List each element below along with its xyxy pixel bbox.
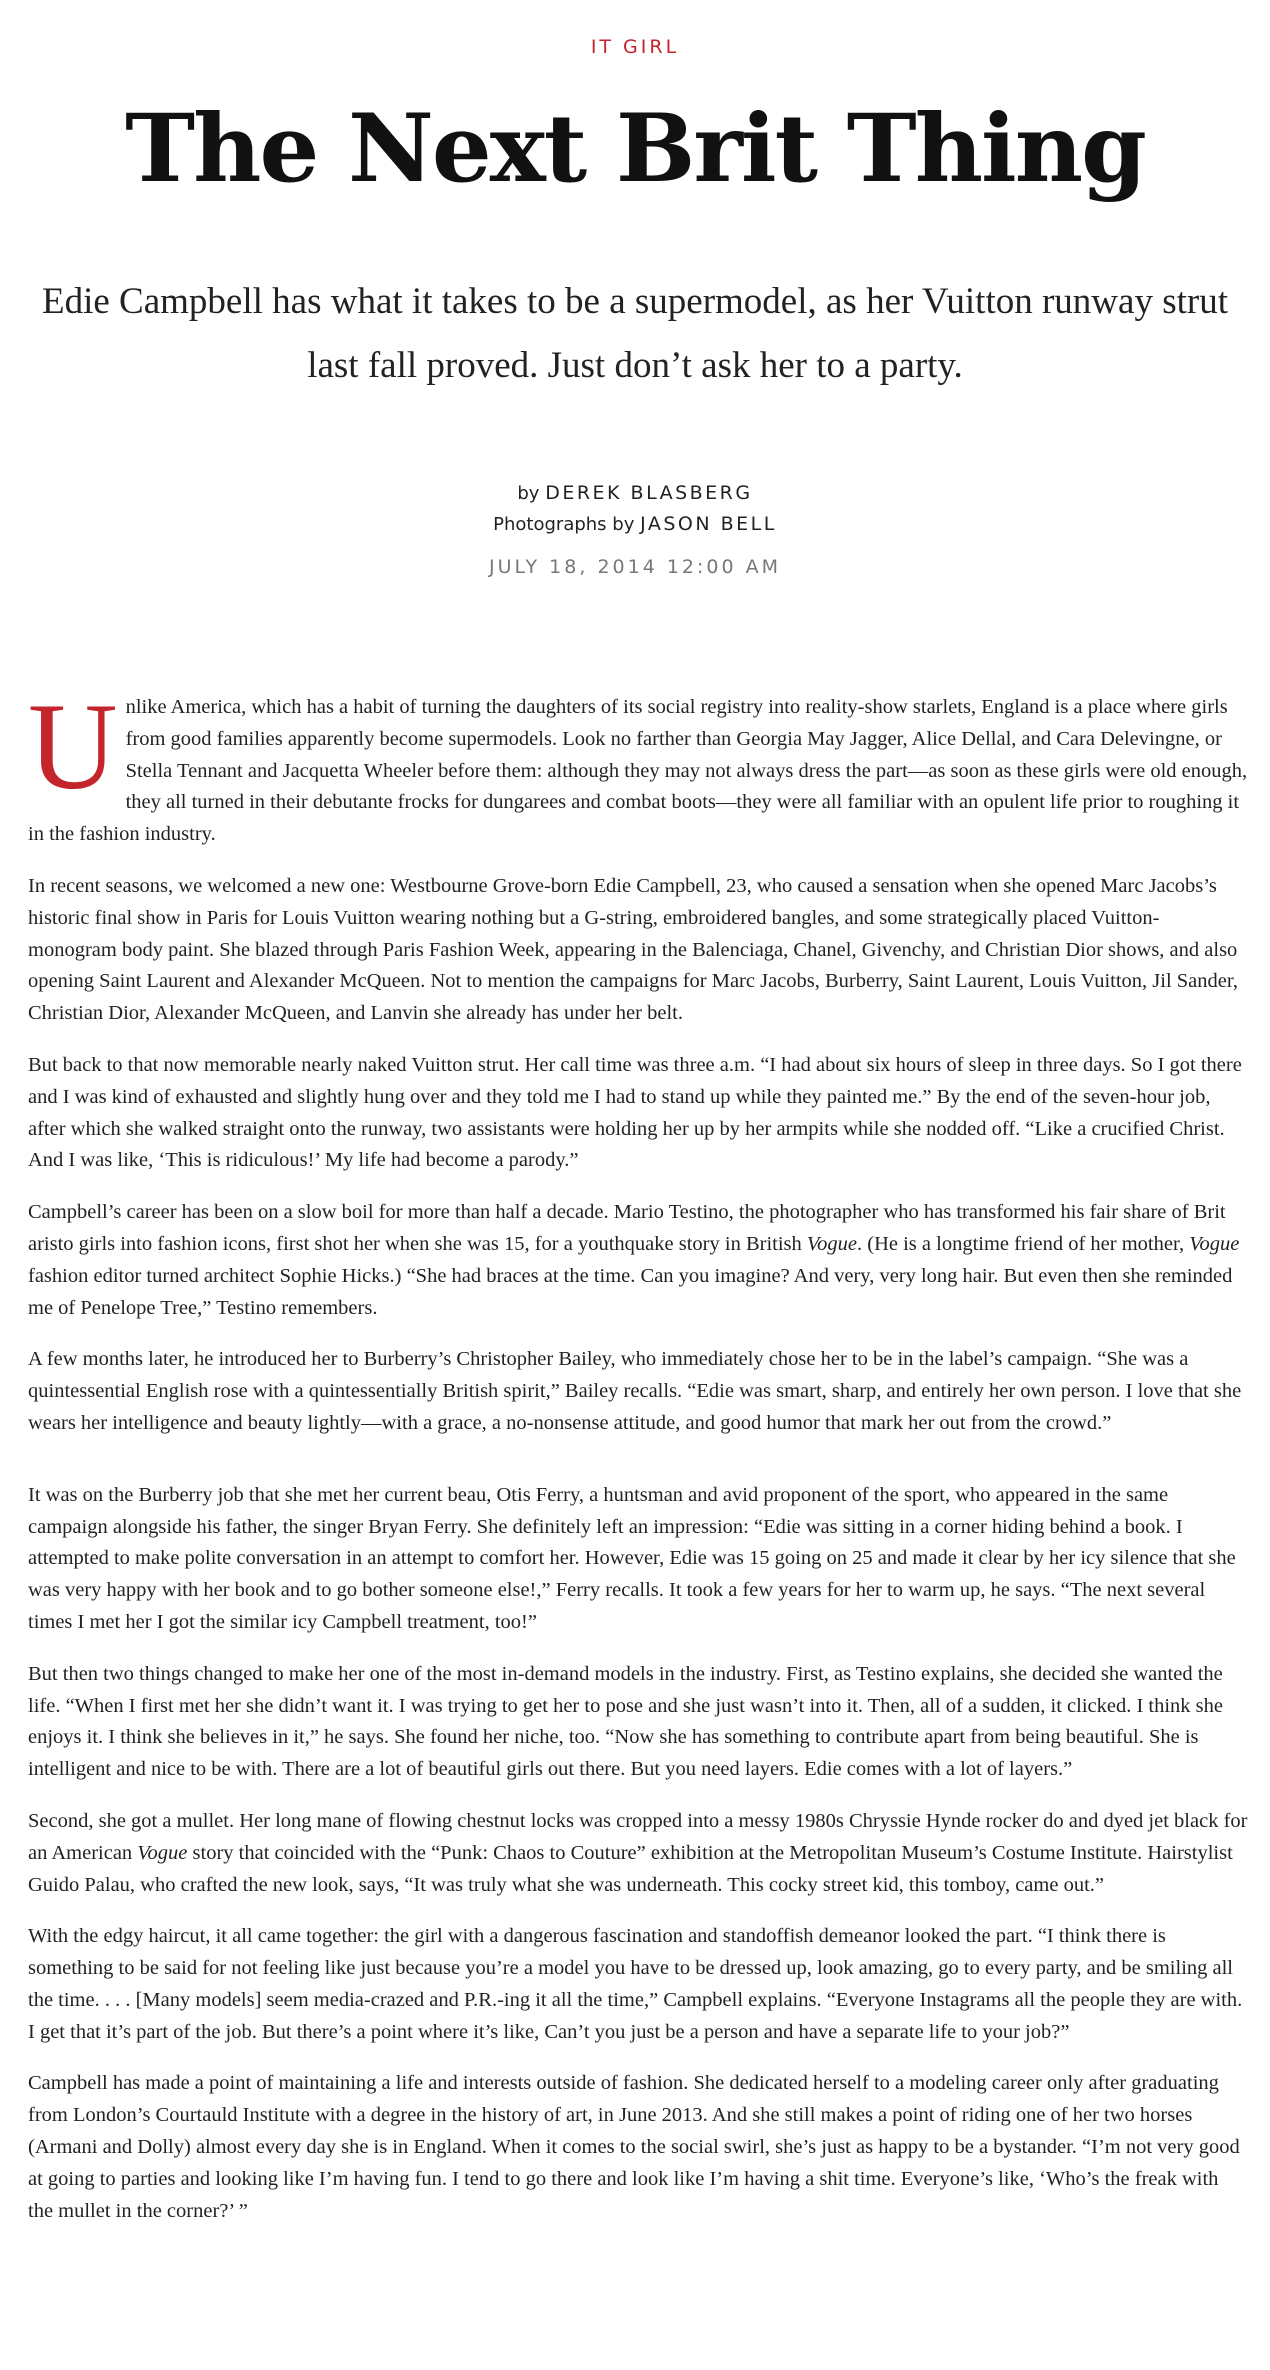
- photo-credit-prefix: Photographs by: [493, 514, 635, 535]
- paragraph-text: story that coincided with the “Punk: Chaos to Couture” exhibition at the Metropolitan Museum’s Costume Institute. Hairstylist Guido Palau, who crafted the new look, says, “It was truly what she was underneath. This cocky street kid, this tomboy, came out.”: [28, 1841, 1233, 1896]
- paragraph-text: A few months later, he introduced her to Burberry’s Christopher Bailey, who immediately chose her to be in the label’s campaign. “She was a quintessential English rose with a quintessentially British spirit,” Bailey recalls. “Edie was smart, sharp, and entirely her own person. I love that she wears her intelligence and beauty lightly—with a grace, a no-nonsense attitude, and good humor that mark her out from the crowd.”: [28, 1348, 1242, 1434]
- paragraph-text: fashion editor turned architect Sophie Hicks.) “She had braces at the time. Can you imagine? And very, very long hair. But even then she reminded me of Penelope Tree,” Testino remembers.: [28, 1264, 1233, 1319]
- publication-name: Vogue: [137, 1841, 188, 1864]
- paragraph-text: With the edgy haircut, it all came together: the girl with a dangerous fascination and standoffish demeanor looked the part. “I think there is something to be said for not feeling like just because you’re a model you have to be dressed up, look amazing, go to every party, and be smiling all the time. . . . [Many models] seem media-crazed and P.R.-ing it all the time,” Campbell explains. “Everyone Instagrams all the people they are with. I get that it’s part of the job. But there’s a point where it’s like, Can’t you just be a person and have a separate life to your job?”: [28, 1925, 1243, 2043]
- body-paragraph: [28, 2068, 1248, 2227]
- publication-name: Vogue: [806, 1232, 857, 1255]
- body-paragraph: [28, 1659, 1248, 1786]
- article-dek: Edie Campbell has what it takes to be a supermodel, as her Vuitton runway strut last fall proved. Just don’t ask her to a party.: [42, 281, 1228, 386]
- paragraph-text: It was on the Burberry job that she met her current beau, Otis Ferry, a huntsman and avid proponent of the sport, who appeared in the same campaign alongside his father, the singer Bryan Ferry. She definitely left an impression: “Edie was sitting in a corner hiding behind a book. I attempted to make polite conversation in an attempt to comfort her. However, Edie was 15 going on 25 and made it clear by her icy silence that she was very happy with her book and to go bother someone else!,” Ferry recalls. It took a few years for her to warm up, he says. “The next several times I met her I got the similar icy Campbell treatment, too!”: [28, 1483, 1236, 1633]
- paragraph-text: But back to that now memorable nearly naked Vuitton strut. Her call time was three a.m. “I had about six hours of sleep in three days. So I got there and I was kind of exhausted and slightly hung over and they told me I had to stand up while they painted me.” By the end of the seven-hour job, after which she walked straight onto the runway, two assistants were holding her up by her armpits while she nodded off. “Like a crucified Christ. And I was like, ‘This is ridiculous!’ My life had become a parody.”: [28, 1053, 1242, 1172]
- paragraph-text: nlike America, which has a habit of turning the daughters of its social registry into reality-show starlets, England is a place where girls from good families apparently become supermodels. Look no farther than Georgia May Jagger, Alice Dellal, and Cara Delevingne, or Stella Tennant and Jacquetta Wheeler before them: although they may not always dress the part—as soon as these girls were old enough, they all turned in their debutante frocks for dungarees and combat boots—they were all familiar with an opulent life prior to roughing it in the fashion industry.: [28, 696, 1248, 846]
- body-paragraph: [28, 1480, 1248, 1639]
- author-name-link[interactable]: DEREK BLASBERG: [545, 482, 753, 504]
- drop-cap: U: [28, 678, 118, 815]
- body-paragraph: [28, 1921, 1248, 2048]
- paragraph-text: Campbell’s career has been on a slow boil for more than half a decade. Mario Testino, the photographer who has transformed his fair share of Brit aristo girls into fashion icons, first shot her when she was 15, for a youthquake story in British: [28, 1201, 1226, 1255]
- byline-prefix: by: [517, 483, 540, 504]
- body-paragraph: [28, 871, 1248, 1030]
- body-paragraph: [28, 1806, 1248, 1901]
- paragraph-text: Second, she got a mullet. Her long mane of flowing chestnut locks was cropped into a messy 1980s Chryssie Hynde rocker do and dyed jet black for an American: [28, 1809, 1248, 1864]
- byline-block: [0, 478, 1270, 578]
- body-paragraph: [28, 1197, 1248, 1324]
- article-body: [28, 678, 1248, 2247]
- photographer-byline: [0, 509, 1270, 540]
- author-byline: [0, 478, 1270, 509]
- paragraph-text: . (He is a longtime friend of her mother,: [857, 1232, 1190, 1255]
- body-paragraph: [28, 1050, 1248, 1177]
- body-paragraph: [28, 678, 1248, 851]
- paragraph-text: In recent seasons, we welcomed a new one: Westbourne Grove-born Edie Campbell, 23, who caused a sensation when she opened Marc Jacobs’s historic final show in Paris for Louis Vuitton wearing nothing but a G-string, embroidered bangles, and some strategically placed Vuitton-monogram body paint. She blazed through Paris Fashion Week, appearing in the Balenciaga, Chanel, Givenchy, and Christian Dior shows, and also opening Saint Laurent and Alexander McQueen. Not to mention the campaigns for Marc Jacobs, Burberry, Saint Laurent, Louis Vuitton, Jil Sander, Christian Dior, Alexander McQueen, and Lanvin she already has under her belt.: [28, 874, 1239, 1025]
- paragraph-text: But then two things changed to make her one of the most in-demand models in the industry. First, as Testino explains, she decided she wanted the life. “When I first met her she didn’t want it. I was trying to get her to pose and she just wasn’t into it. Then, all of a sudden, it clicked. I think she enjoys it. I think she believes in it,” he says. She found her niche, too. “Now she has something to contribute apart from being beautiful. She is intelligent and nice to be with. There are a lot of beautiful girls out there. But you need layers. Edie comes with a lot of layers.”: [28, 1662, 1224, 1781]
- publish-date: JULY 18, 2014 12:00 AM: [488, 556, 782, 578]
- photographer-name-link[interactable]: JASON BELL: [640, 513, 777, 535]
- publication-name: Vogue: [1189, 1232, 1240, 1255]
- section-rubric[interactable]: IT GIRL: [590, 36, 680, 58]
- article-headline: The Next Brit Thing: [125, 94, 1145, 204]
- body-paragraph: [28, 1344, 1248, 1439]
- paragraph-text: Campbell has made a point of maintaining a life and interests outside of fashion. She dedicated herself to a modeling career only after graduating from London’s Courtauld Institute with a degree in the history of art, in June 2013. And she still makes a point of riding one of her two horses (Armani and Dolly) almost every day she is in England. When it comes to the social swirl, she’s just as happy to be a bystander. “I’m not very good at going to parties and looking like I’m having fun. I tend to go there and look like I’m having a shit time. Everyone’s like, ‘Who’s the freak with the mullet in the corner?’ ”: [28, 2072, 1240, 2222]
